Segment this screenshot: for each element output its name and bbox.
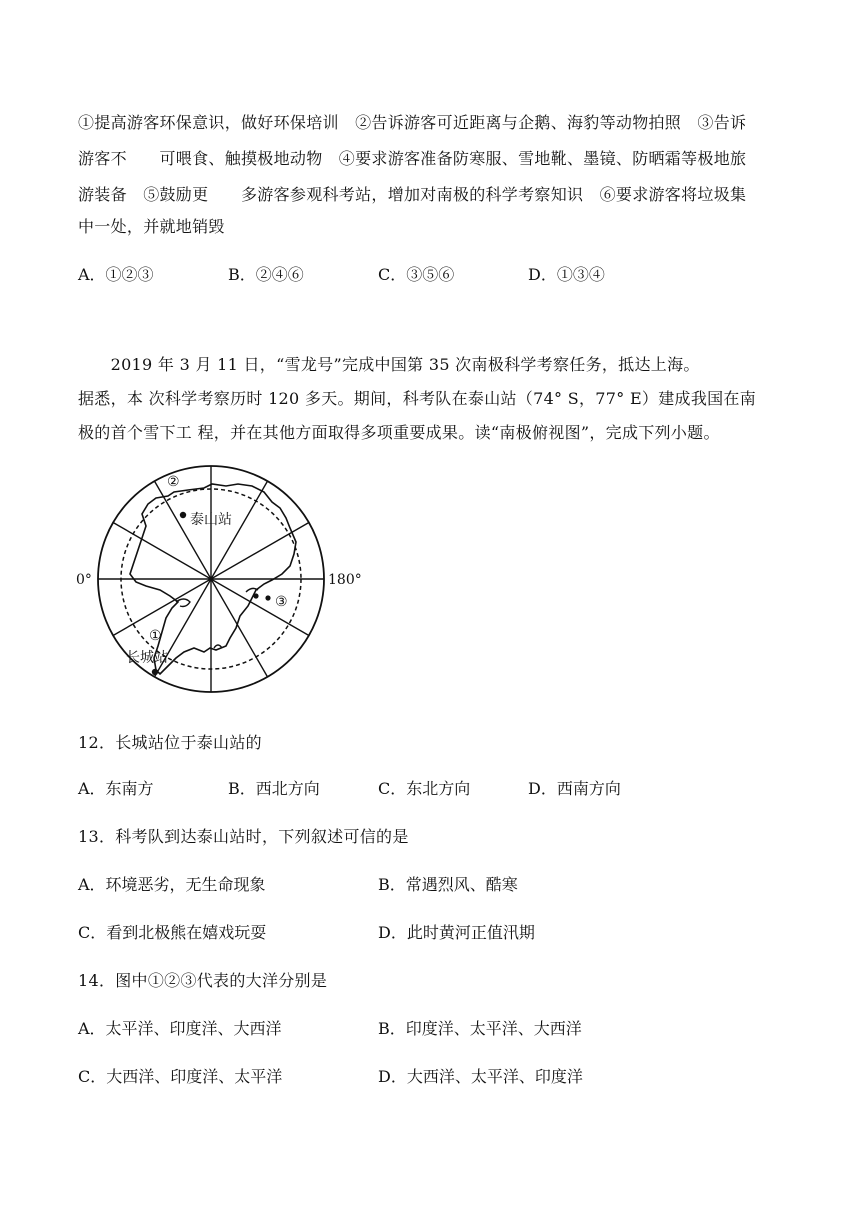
- q11-statement-line-3: 游装备 ⑤鼓励更 多游客参观科考站，增加对南极的科学考察知识 ⑥要求游客将垃圾集: [78, 185, 747, 204]
- meridian-180-label: 180°: [328, 572, 362, 588]
- station-dot: [253, 593, 258, 598]
- q13-stem: 13．科考队到达泰山站时，下列叙述可信的是: [78, 827, 409, 846]
- station-dot: [265, 595, 270, 600]
- taishan-station-dot: [180, 512, 186, 518]
- q14-option-a: A．太平洋、印度洋、大西洋: [78, 1019, 282, 1038]
- q13-option-c: C．看到北极熊在嬉戏玩耍: [78, 923, 267, 942]
- q13-option-d: D．此时黄河正值汛期: [378, 923, 535, 942]
- intro-line-3: 极的首个雪下工 程，并在其他方面取得多项重要成果。读“南极俯视图”，完成下列小题。: [78, 423, 720, 442]
- q11-statement-line-4: 中一处，并就地销毁: [78, 217, 225, 236]
- intro-line-1: 2019 年 3 月 11 日，“雪龙号”完成中国第 35 次南极科学考察任务，抵达上海。: [78, 355, 700, 374]
- q14-option-d: D．大西洋、太平洋、印度洋: [378, 1067, 583, 1086]
- meridian-0-label: 0°: [76, 572, 92, 588]
- intro-line-2: 据悉，本 次科学考察历时 120 多天。期间，科考队在泰山站（74° S，77° E）建成我国在南: [78, 389, 757, 408]
- q12-option-c: C．东北方向: [378, 779, 471, 798]
- q11-option-a: A．①②③: [78, 265, 154, 284]
- q12-option-d: D．西南方向: [528, 779, 621, 798]
- q12-option-a: A．东南方: [78, 779, 154, 798]
- q11-statement-line-2: 游客不 可喂食、触摸极地动物 ④要求游客准备防寒服、雪地靴、墨镜、防晒霜等极地旅: [78, 149, 747, 168]
- taishan-station-label: 泰山站: [190, 512, 232, 528]
- q14-option-c: C．大西洋、印度洋、太平洋: [78, 1067, 283, 1086]
- ocean-1-label: ①: [149, 628, 162, 644]
- q14-stem: 14．图中①②③代表的大洋分别是: [78, 971, 328, 990]
- changcheng-station-dot: [152, 669, 158, 675]
- q12-stem: 12．长城站位于泰山站的: [78, 733, 262, 752]
- q11-option-d: D．①③④: [528, 265, 605, 284]
- antarctica-polar-map: [76, 462, 366, 702]
- antarctica-map-svg: [76, 462, 366, 702]
- q14-option-b: B．印度洋、太平洋、大西洋: [378, 1019, 582, 1038]
- ocean-3-label: ③: [275, 594, 288, 610]
- q11-statement-line-1: ①提高游客环保意识，做好环保培训 ②告诉游客可近距离与企鹅、海豹等动物拍照 ③告诉: [78, 113, 747, 132]
- q13-option-a: A．环境恶劣，无生命现象: [78, 875, 266, 894]
- q11-option-b: B．②④⑥: [228, 265, 304, 284]
- ocean-2-label: ②: [167, 474, 180, 490]
- q11-option-c: C．③⑤⑥: [378, 265, 455, 284]
- changcheng-station-label: 长城站: [126, 650, 168, 666]
- q13-option-b: B．常遇烈风、酷寒: [378, 875, 518, 894]
- q12-option-b: B．西北方向: [228, 779, 320, 798]
